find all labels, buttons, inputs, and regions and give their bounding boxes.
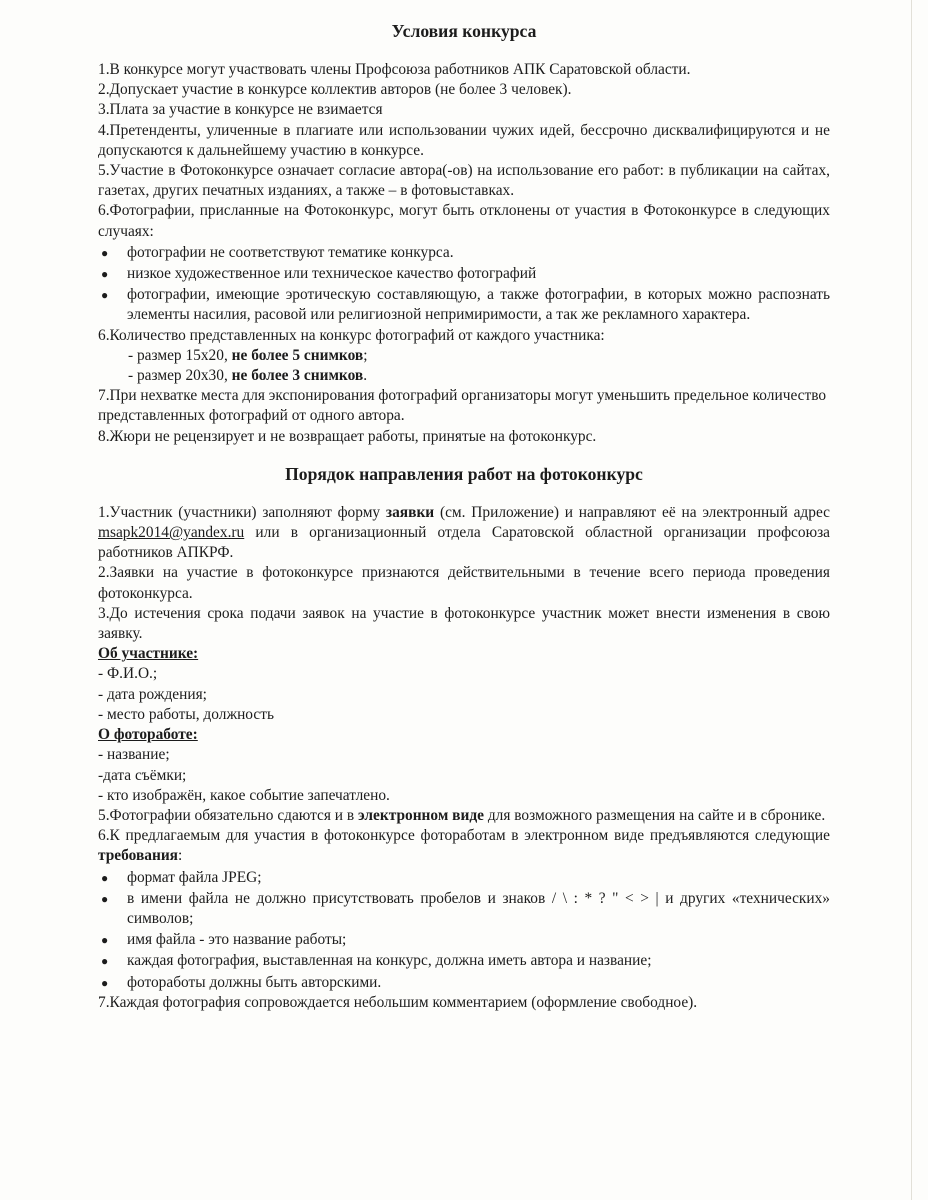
condition-2: 2.Допускает участие в конкурсе коллектив авторов (не более 3 человек). [98, 81, 572, 99]
bullet-icon: ● [101, 245, 109, 260]
rejection-bullet: ● фотографии не соответствуют тематике конкурса. [98, 242, 830, 263]
bullet-icon: ● [101, 975, 109, 990]
photo-item: - название; [98, 746, 170, 764]
condition-1: 1.В конкурсе могут участвовать члены Профсоюза работников АПК Саратовской области. [98, 61, 691, 78]
participant-item: - Ф.И.О.; [98, 665, 158, 683]
condition-4: 4.Претенденты, уличенные в плагиате или использовании чужих идей, бессрочно дисквалифицируются и не допускаются к дальнейшему участию в конкурсе. [98, 121, 830, 159]
photo-item: - кто изображён, какое событие запечатлено. [98, 786, 390, 804]
bullet-icon: ● [101, 891, 109, 906]
photo-heading: О фотоработе: [98, 726, 198, 744]
rejection-bullet: ● низкое художественное или техническое качество фотографий [98, 263, 830, 284]
submission-1: 1.Участник (участники) заполняют форму заявки (см. Приложение) и направляют её на электронный адрес msapk2014@yandex.ru или в организационный отдела Саратовской областной организации профсоюза работников АПКРФ. [98, 503, 830, 562]
submission-6: 6.К предлагаемым для участия в фотоконкурсе фотоработам в электронном виде предъявляются следующие требования: [98, 827, 830, 865]
submission-3: 3.До истечения срока подачи заявок на участие в фотоконкурсе участник может внести изменения в свою заявку. [98, 604, 830, 643]
requirement-bullet: ● имя файла - это название работы; [98, 929, 830, 950]
size-20x30-line: - размер 20х30, не более 3 снимков. [128, 367, 368, 385]
document-page [98, 20, 830, 1013]
participant-heading: Об участнике: [98, 645, 199, 663]
photo-item: -дата съёмки; [98, 766, 187, 784]
bullet-icon: ● [101, 954, 109, 969]
bullet-icon: ● [101, 870, 109, 885]
submission-7: 7.Каждая фотография сопровождается небольшим комментарием (оформление свободное). [98, 993, 698, 1011]
section-title-submission: Порядок направления работ на фотоконкурс [285, 463, 643, 484]
participant-item: - место работы, должность [98, 705, 274, 723]
size-15x20-line: - размер 15х20, не более 5 снимков; [128, 346, 368, 364]
bullet-icon: ● [101, 933, 109, 948]
submission-5: 5.Фотографии обязательно сдаются и в электронном виде для возможного размещения на сайте и в сбронике. [98, 806, 826, 824]
requirement-bullet: ● формат файла JPEG; [98, 867, 830, 888]
condition-3: 3.Плата за участие в конкурсе не взимается [98, 101, 383, 119]
rejection-bullet: ● фотографии, имеющие эротическую составляющую, а также фотографии, в которых можно распознать элементы насилия, расовой или религиозной непримиримости, а так же рекламного характера. [98, 284, 830, 325]
email-link[interactable]: msapk2014@yandex.ru [98, 524, 245, 542]
photo-count-rule: 6.Количество представленных на конкурс фотографий от каждого участника: [98, 326, 605, 344]
bullet-icon: ● [101, 288, 109, 303]
participant-item: - дата рождения; [98, 685, 207, 703]
requirement-bullet: ● каждая фотография, выставленная на конкурс, должна иметь автора и название; [98, 950, 830, 971]
submission-2: 2.Заявки на участие в фотоконкурсе признаются действительными в течение всего периода проведения фотоконкурса. [98, 564, 830, 602]
requirement-bullet: ● в имени файла не должно присутствовать пробелов и знаков / \ : * ? " < > | и других «технических» символов; [98, 888, 830, 929]
page-edge-line [911, 0, 912, 1200]
condition-8: 8.Жюри не рецензирует и не возвращает работы, принятые на фотоконкурс. [98, 427, 597, 445]
requirement-bullet: ● фотоработы должны быть авторскими. [98, 972, 830, 993]
condition-5: 5.Участие в Фотоконкурсе означает согласие автора(-ов) на использование его работ: в публикации на сайтах, газетах, других печатных изданиях, а также – в фотовыставках. [98, 162, 830, 200]
condition-7: 7.При нехватке места для экспонирования фотографий организаторы могут уменьшить предельное количество представленных фотографий от одного автора. [98, 387, 827, 425]
condition-6: 6.Фотографии, присланные на Фотоконкурс, могут быть отклонены от участия в Фотоконкурсе в следующих случаях: [98, 202, 830, 240]
section-title-conditions: Условия конкурса [391, 21, 537, 41]
bullet-icon: ● [101, 267, 109, 282]
